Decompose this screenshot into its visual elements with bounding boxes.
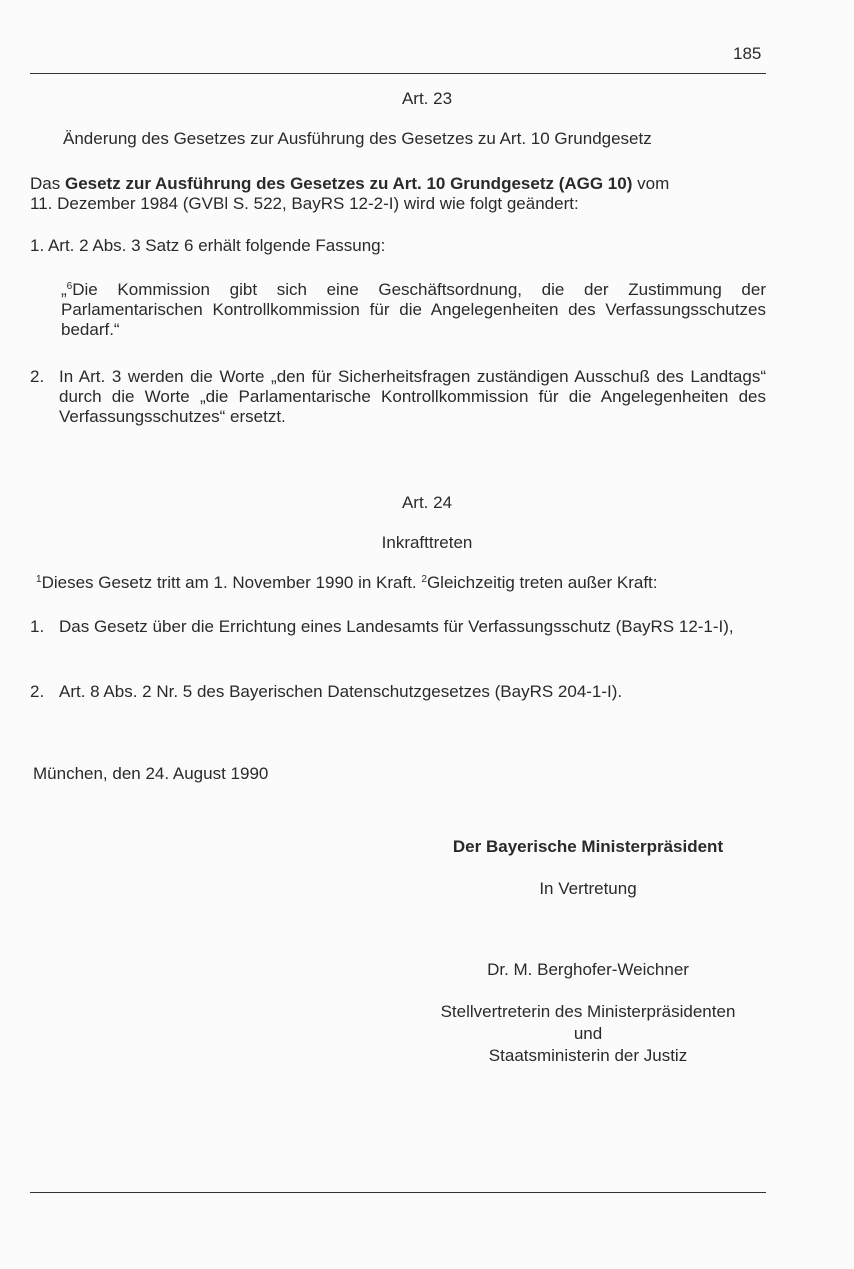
intro-post: vom (632, 174, 670, 193)
art24-title: Inkrafttreten (381, 533, 473, 552)
art23-item2-number: 2. (30, 367, 45, 386)
art24-sentence2: Gleichzeitig treten außer Kraft: (426, 573, 658, 592)
sentence-number-1: 1 (36, 574, 42, 585)
signature-in-vertretung: In Vertretung (539, 879, 637, 898)
art24-item1-text: Das Gesetz über die Errichtung eines Landesamts für Verfassungsschutz (BayRS 12-1-I), (59, 617, 734, 636)
bottom-rule (30, 1192, 766, 1193)
signature-role2: Staatsministerin der Justiz (488, 1046, 688, 1065)
signature-office (420, 837, 756, 857)
art23-quote (61, 280, 766, 340)
law-title-bold: Gesetz zur Ausführung des Gesetzes zu Art. 10 Grundgesetz (AGG 10) (64, 174, 633, 193)
sentence-number-6: 6 (66, 281, 73, 292)
art23-heading: Art. 23 (401, 89, 453, 108)
signature-and: und (573, 1024, 603, 1043)
art24-item1-number: 1. (30, 617, 45, 636)
art24-intro (36, 573, 658, 593)
art24-item2-text: Art. 8 Abs. 2 Nr. 5 des Bayerischen Datenschutzgesetzes (BayRS 204-1-I). (59, 682, 623, 701)
art23-intro-line2: 11. Dezember 1984 (GVBl S. 522, BayRS 12-2-I) wird wie folgt geändert: (30, 194, 579, 213)
art23-item2-text: In Art. 3 werden die Worte „den für Sicherheitsfragen zuständigen Ausschuß des Landtags“ durch die Worte „die Parlamentarische Kontrollkommission für die Angelegenheiten des Verfassungsschutzes“ ersetzt. (59, 367, 766, 426)
sentence-number-2: 2 (421, 574, 427, 585)
art23-item1: 1. Art. 2 Abs. 3 Satz 6 erhält folgende Fassung: (30, 236, 386, 255)
signature-name: Dr. M. Berghofer-Weichner (487, 960, 689, 979)
art24-item2-number: 2. (30, 682, 45, 701)
art23-title: Änderung des Gesetzes zur Ausführung des Gesetzes zu Art. 10 Grundgesetz (63, 129, 652, 148)
place-date: München, den 24. August 1990 (33, 764, 269, 783)
quote-open: „ (61, 280, 67, 299)
signature-office-text: Der Bayerische Ministerpräsident (452, 837, 724, 856)
art24-sentence1: Dieses Gesetz tritt am 1. November 1990 in Kraft. (41, 573, 422, 592)
intro-pre: Das (30, 174, 65, 193)
quote-text: Die Kommission gibt sich eine Geschäftsordnung, die der Zustimmung der Parlamentarischen Kontrollkommission für die Angelegenheiten des Verfassungsschutzes bedarf.“ (61, 280, 766, 339)
top-rule (30, 73, 766, 74)
page-number: 185 (733, 44, 762, 63)
art23-intro-line1 (30, 174, 669, 194)
signature-role1: Stellvertreterin des Ministerpräsidenten (440, 1002, 736, 1021)
art24-heading: Art. 24 (401, 493, 453, 512)
